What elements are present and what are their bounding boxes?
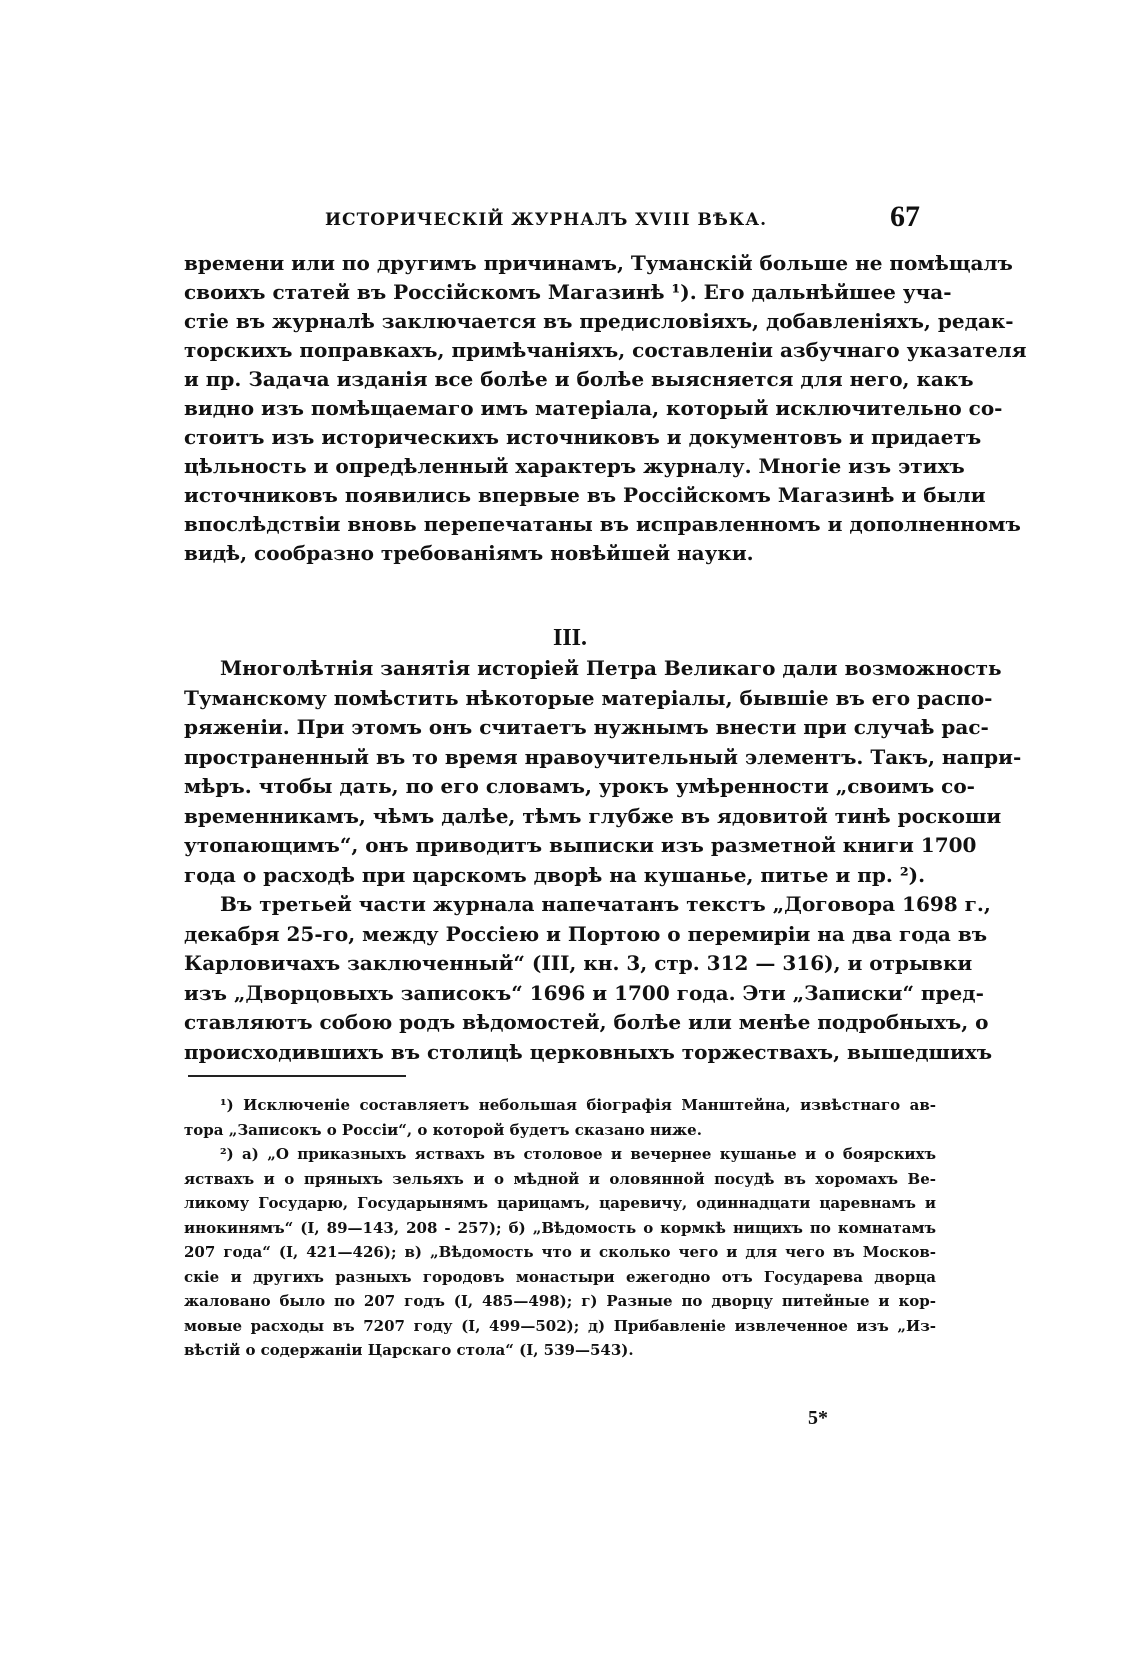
text-line: изъ „Дворцовыхъ записокъ“ 1696 и 1700 года. Эти „Записки“ пред- xyxy=(184,980,984,1005)
text-line: стоитъ изъ историческихъ источниковъ и документовъ и придаетъ xyxy=(184,425,982,449)
text-line: торскихъ поправкахъ, примѣчаніяхъ, составленіи азбучнаго указателя xyxy=(184,338,1027,362)
text-line: Туманскому помѣстить нѣкоторые матеріалы, бывшіе въ его распо- xyxy=(184,685,993,710)
footnote-line: ¹) Исключеніе составляетъ небольшая біографія Манштейна, извѣстнаго ав- xyxy=(220,1096,936,1114)
text-line: временникамъ, чѣмъ далѣе, тѣмъ глубже въ ядовитой тинѣ роскоши xyxy=(184,803,1002,828)
footnote-line: вѣстій о содержаніи Царскаго стола“ (I, 539—543). xyxy=(184,1341,634,1359)
printer-signature-mark: 5* xyxy=(808,1407,828,1429)
footnote-divider xyxy=(188,1075,406,1077)
text-line: ряженіи. При этомъ онъ считаетъ нужнымъ внести при случаѣ рас- xyxy=(184,715,989,739)
text-line: видѣ, сообразно требованіямъ новѣйшей науки. xyxy=(184,541,754,565)
text-line: цѣльность и опредѣленный характеръ журналу. Многіе изъ этихъ xyxy=(184,454,965,478)
text-line: Карловичахъ заключенный“ (III, кн. 3, стр. 312 — 316), и отрывки xyxy=(184,951,973,975)
text-line: своихъ статей въ Россійскомъ Магазинѣ ¹). Его дальнѣйшее уча- xyxy=(184,280,952,304)
text-line: видно изъ помѣщаемаго имъ матеріала, который исключительно со- xyxy=(184,396,1003,420)
text-line: Въ третьей части журнала напечатанъ текстъ „Договора 1698 г., xyxy=(220,892,991,916)
text-line: происходившихъ въ столицѣ церковныхъ торжествахъ, вышедшихъ xyxy=(184,1039,993,1064)
section-body xyxy=(184,654,1022,1067)
paragraph-continuation xyxy=(184,249,1027,568)
text-line: времени или по другимъ причинамъ, Туманскій больше не помѣщалъ xyxy=(184,251,1013,275)
section-heading: III. xyxy=(552,625,588,651)
footnote-line: жаловано было по 207 годъ (I, 485—498); г) Разные по дворцу питейные и кор- xyxy=(184,1292,936,1310)
text-line: ставляютъ собою родъ вѣдомостей, болѣе или менѣе подробныхъ, о xyxy=(184,1010,989,1034)
footnote-line: ликому Государю, Государынямъ царицамъ, царевичу, одиннадцати царевнамъ и xyxy=(184,1194,936,1212)
text-line: декабря 25-го, между Россіею и Портою о перемиріи на два года въ xyxy=(184,921,988,946)
footnotes xyxy=(184,1093,936,1363)
footnote-line: скіе и другихъ разныхъ городовъ монастыри ежегодно отъ Государева дворца xyxy=(184,1267,936,1286)
footnote-line: мовые расходы въ 7207 году (I, 499—502); д) Прибавленіе извлеченное изъ „Из- xyxy=(184,1316,936,1335)
text-line: стіе въ журналѣ заключается въ предисловіяхъ, добавленіяхъ, редак- xyxy=(184,309,1014,333)
text-line: пространенный въ то время нравоучительный элементъ. Такъ, напри- xyxy=(184,744,1022,769)
running-head xyxy=(175,198,935,238)
text-line: источниковъ появились впервые въ Россійскомъ Магазинѣ и были xyxy=(184,483,986,507)
page-number: 67 xyxy=(890,200,920,233)
text-line: впослѣдствіи вновь перепечатаны въ исправленномъ и дополненномъ xyxy=(184,512,1021,536)
footnote-line: 207 года“ (I, 421—426); в) „Вѣдомость что и сколько чего и для чего въ Москов- xyxy=(184,1243,936,1261)
footnote-line: тора „Записокъ о Россіи“, о которой будетъ сказано ниже. xyxy=(184,1120,702,1139)
text-line: утопающимъ“, онъ приводитъ выписки изъ разметной книги 1700 xyxy=(184,833,977,857)
text-line: мѣръ. чтобы дать, по его словамъ, урокъ умѣренности „своимъ со- xyxy=(184,774,975,798)
text-line: Многолѣтнія занятія исторіей Петра Великаго дали возможность xyxy=(220,656,1002,680)
text-line: года о расходѣ при царскомъ дворѣ на кушанье, питье и пр. ²). xyxy=(184,862,926,887)
footnote-line: ²) а) „О приказныхъ яствахъ въ столовое и вечернее кушанье и о боярскихъ xyxy=(220,1145,936,1163)
running-title: ИСТОРИЧЕСКІЙ ЖУРНАЛЪ XVIII ВѢКА. xyxy=(325,210,768,230)
text-line: и пр. Задача изданія все болѣе и болѣе выясняется для него, какъ xyxy=(184,367,974,391)
footnote-line: яствахъ и о пряныхъ зельяхъ и о мѣдной и оловянной посудѣ въ хоромахъ Ве- xyxy=(184,1169,936,1188)
footnote-line: инокинямъ“ (I, 89—143, 208 - 257); б) „Вѣдомость о кормкѣ нищихъ по комнатамъ xyxy=(184,1218,936,1237)
